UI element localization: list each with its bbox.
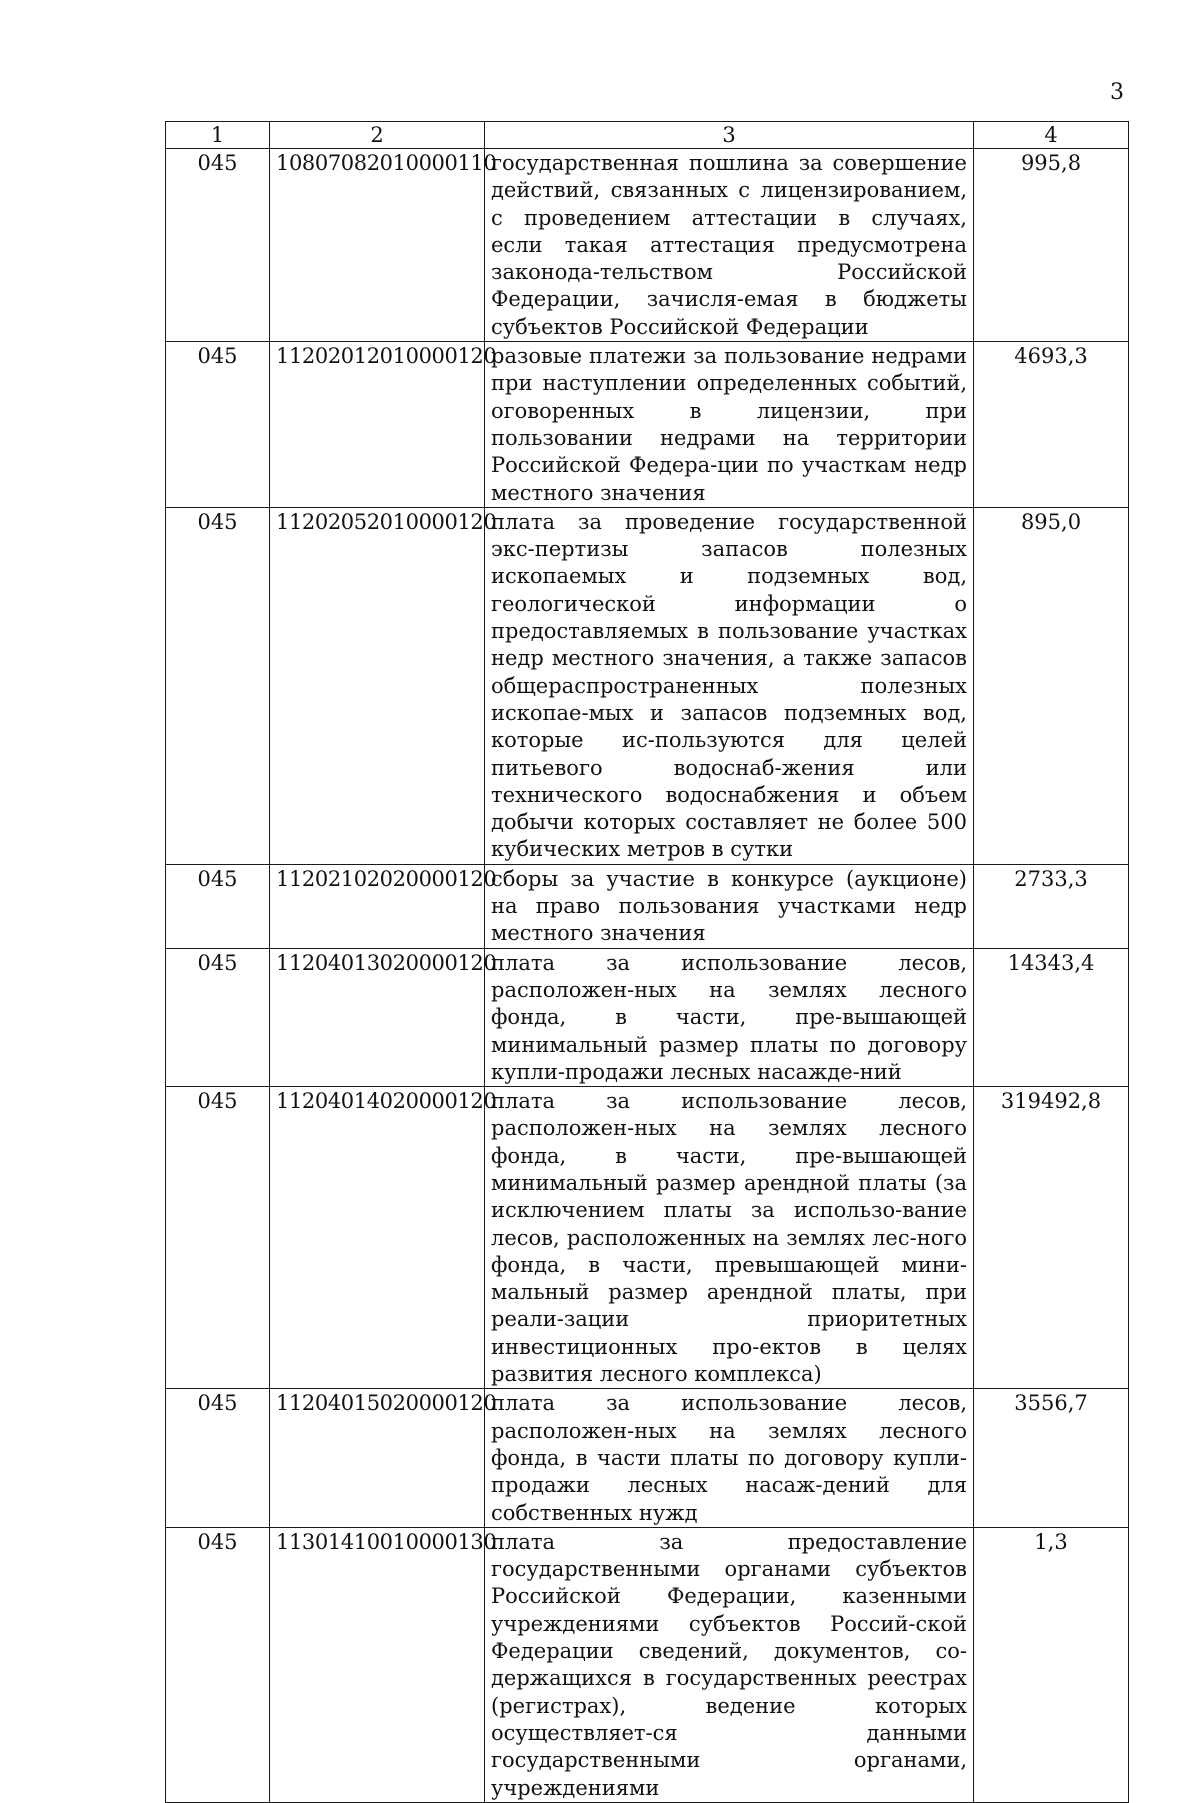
budget-code-cell: 10807082010000110 <box>270 149 485 342</box>
revenue-name-cell: плата за проведение государственной экс-пертизы запасов полезных ископаемых и подземных вод, геологической информации о предоставляемых в пользование участках недр местного значения, а также запасов общераспространенных полезных ископае-мых и запасов подземных вод, которые ис-пользуются для целей питьевого водоснаб-жения или технического водоснабжения и объем добычи которых составляет не более 500 кубических метров в сутки <box>485 507 974 864</box>
budget-code-cell: 11202102020000120 <box>270 864 485 948</box>
column-header-4: 4 <box>974 122 1129 149</box>
table-row <box>166 1527 1129 1802</box>
budget-code-cell: 11204014020000120 <box>270 1087 485 1389</box>
column-header-2: 2 <box>270 122 485 149</box>
amount-cell: 319492,8 <box>974 1087 1129 1389</box>
revenue-name-cell: плата за использование лесов, расположен-ных на землях лесного фонда, в части платы по договору купли-продажи лесных насаж-дений для собственных нужд <box>485 1389 974 1527</box>
amount-cell: 14343,4 <box>974 948 1129 1086</box>
column-header-3: 3 <box>485 122 974 149</box>
amount-cell: 2733,3 <box>974 864 1129 948</box>
admin-code-cell: 045 <box>166 149 270 342</box>
table-row <box>166 507 1129 864</box>
budget-code-cell: 11202052010000120 <box>270 507 485 864</box>
revenue-name-cell: государственная пошлина за совершение действий, связанных с лицензированием, с проведением аттестации в случаях, если такая аттестация предусмотрена законода-тельством Российской Федерации, зачисля-емая в бюджеты субъектов Российской Федерации <box>485 149 974 342</box>
budget-revenue-table <box>165 121 1129 1803</box>
admin-code-cell: 045 <box>166 948 270 1086</box>
budget-code-cell: 11202012010000120 <box>270 342 485 508</box>
admin-code-cell: 045 <box>166 1389 270 1527</box>
admin-code-cell: 045 <box>166 1087 270 1389</box>
amount-cell: 4693,3 <box>974 342 1129 508</box>
admin-code-cell: 045 <box>166 1527 270 1802</box>
table-row <box>166 149 1129 342</box>
revenue-name-cell: сборы за участие в конкурсе (аукционе) на право пользования участками недр местного значения <box>485 864 974 948</box>
table-row <box>166 342 1129 508</box>
revenue-name-cell: плата за использование лесов, расположен-ных на землях лесного фонда, в части, пре-вышающей минимальный размер платы по договору купли-продажи лесных насажде-ний <box>485 948 974 1086</box>
revenue-name-cell: разовые платежи за пользование недрами при наступлении определенных событий, оговоренных в лицензии, при пользовании недрами на территории Российской Федера-ции по участкам недр местного значения <box>485 342 974 508</box>
amount-cell: 1,3 <box>974 1527 1129 1802</box>
admin-code-cell: 045 <box>166 342 270 508</box>
budget-code-cell: 11204013020000120 <box>270 948 485 1086</box>
table-header-row <box>166 122 1129 149</box>
admin-code-cell: 045 <box>166 864 270 948</box>
amount-cell: 3556,7 <box>974 1389 1129 1527</box>
admin-code-cell: 045 <box>166 507 270 864</box>
page-number: 3 <box>1110 80 1124 105</box>
column-header-1: 1 <box>166 122 270 149</box>
amount-cell: 895,0 <box>974 507 1129 864</box>
amount-cell: 995,8 <box>974 149 1129 342</box>
revenue-name-cell: плата за использование лесов, расположен-ных на землях лесного фонда, в части, пре-вышающей минимальный размер арендной платы (за исключением платы за использо-вание лесов, расположенных на землях лес-ного фонда, в части, превышающей мини-мальный размер арендной платы, при реали-зации приоритетных инвестиционных про-ектов в целях развития лесного комплекса) <box>485 1087 974 1389</box>
table-row <box>166 1389 1129 1527</box>
table-row <box>166 948 1129 1086</box>
budget-code-cell: 11204015020000120 <box>270 1389 485 1527</box>
budget-code-cell: 11301410010000130 <box>270 1527 485 1802</box>
table-row <box>166 1087 1129 1389</box>
revenue-name-cell: плата за предоставление государственными органами субъектов Российской Федерации, казенными учреждениями субъектов Россий-ской Федерации сведений, документов, со-держащихся в государственных реестрах (регистрах), ведение которых осуществляет-ся данными государственными органами, учреждениями <box>485 1527 974 1802</box>
table-row <box>166 864 1129 948</box>
